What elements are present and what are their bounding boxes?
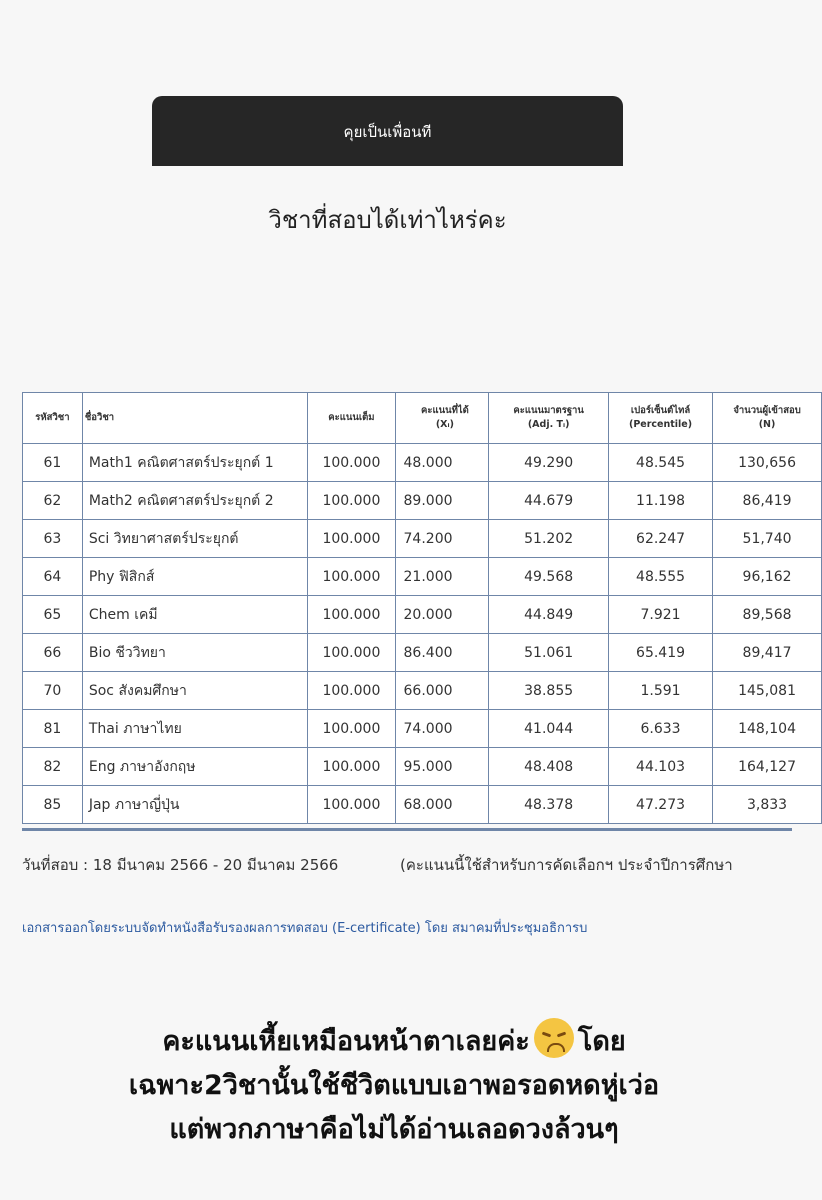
cell-std: 49.290 [489, 444, 609, 482]
table-row [23, 634, 822, 672]
cell-name: Soc สังคมศึกษา [82, 672, 307, 710]
disappointed-face-icon [534, 1018, 574, 1058]
cell-name: Sci วิทยาศาสตร์ประยุกต์ [82, 520, 307, 558]
cell-raw: 48.000 [395, 444, 489, 482]
table-row [23, 558, 822, 596]
cell-full: 100.000 [308, 558, 395, 596]
cell-name: Bio ชีววิทยา [82, 634, 307, 672]
table-row [23, 672, 822, 710]
cell-name: Math1 คณิตศาสตร์ประยุกต์ 1 [82, 444, 307, 482]
cell-n: 96,162 [713, 558, 822, 596]
cell-pct: 7.921 [609, 596, 713, 634]
table-bottom-rule [22, 828, 792, 831]
cell-raw: 74.200 [395, 520, 489, 558]
table-row [23, 520, 822, 558]
cell-full: 100.000 [308, 444, 395, 482]
table-row [23, 596, 822, 634]
cell-std: 44.849 [489, 596, 609, 634]
cell-raw: 21.000 [395, 558, 489, 596]
header-full: คะแนนเต็ม [308, 393, 395, 444]
cell-raw: 66.000 [395, 672, 489, 710]
cell-raw: 95.000 [395, 748, 489, 786]
cell-full: 100.000 [308, 748, 395, 786]
cell-name: Eng ภาษาอังกฤษ [82, 748, 307, 786]
cell-code: 82 [23, 748, 83, 786]
cell-full: 100.000 [308, 596, 395, 634]
header-std: คะแนนมาตรฐาน (Adj. Tᵢ) [489, 393, 609, 444]
cell-code: 66 [23, 634, 83, 672]
header-raw: คะแนนที่ได้ (Xᵢ) [395, 393, 489, 444]
cell-pct: 44.103 [609, 748, 713, 786]
cell-pct: 48.555 [609, 558, 713, 596]
cell-n: 89,568 [713, 596, 822, 634]
caption-line-1: คะแนนเหี้ยเหมือนหน้าตาเลยค่ะ โดย [20, 1018, 768, 1064]
story-question-text: วิชาที่สอบได้เท่าไหร่คะ [268, 206, 507, 234]
table-row [23, 748, 822, 786]
cell-name: Chem เคมี [82, 596, 307, 634]
cell-std: 51.202 [489, 520, 609, 558]
caption-line-3: แต่พวกภาษาคือไม่ได้อ่านเลอดวงล้วนๆ [169, 1114, 619, 1145]
cell-full: 100.000 [308, 710, 395, 748]
cell-raw: 74.000 [395, 710, 489, 748]
cell-raw: 86.400 [395, 634, 489, 672]
cell-std: 49.568 [489, 558, 609, 596]
header-count: จำนวนผู้เข้าสอบ (N) [713, 393, 822, 444]
cell-pct: 47.273 [609, 786, 713, 824]
cell-std: 48.408 [489, 748, 609, 786]
cell-code: 62 [23, 482, 83, 520]
table-row [23, 786, 822, 824]
cell-full: 100.000 [308, 634, 395, 672]
cell-pct: 48.545 [609, 444, 713, 482]
cell-std: 41.044 [489, 710, 609, 748]
exam-date-text: วันที่สอบ : 18 มีนาคม 2566 - 20 มีนาคม 2566 [22, 856, 339, 874]
cell-full: 100.000 [308, 482, 395, 520]
story-question-header [152, 96, 623, 166]
story-header-label: คุยเป็นเพื่อนที [343, 123, 432, 141]
cell-raw: 20.000 [395, 596, 489, 634]
cell-code: 64 [23, 558, 83, 596]
cell-n: 51,740 [713, 520, 822, 558]
cell-raw: 89.000 [395, 482, 489, 520]
cell-n: 130,656 [713, 444, 822, 482]
cell-pct: 11.198 [609, 482, 713, 520]
cell-n: 86,419 [713, 482, 822, 520]
cell-code: 61 [23, 444, 83, 482]
score-table-header-row [23, 393, 822, 444]
header-percentile: เปอร์เซ็นต์ไทล์ (Percentile) [609, 393, 713, 444]
score-table [22, 392, 822, 824]
cell-n: 89,417 [713, 634, 822, 672]
cell-name: Phy ฟิสิกส์ [82, 558, 307, 596]
cell-full: 100.000 [308, 520, 395, 558]
table-row [23, 482, 822, 520]
cell-n: 164,127 [713, 748, 822, 786]
cell-pct: 62.247 [609, 520, 713, 558]
cell-full: 100.000 [308, 786, 395, 824]
cell-pct: 1.591 [609, 672, 713, 710]
cell-std: 48.378 [489, 786, 609, 824]
cell-code: 63 [23, 520, 83, 558]
story-caption [20, 1018, 768, 1152]
cell-code: 70 [23, 672, 83, 710]
cell-std: 44.679 [489, 482, 609, 520]
score-usage-note: (คะแนนนี้ใช้สำหรับการคัดเลือกฯ ประจำปีการศึกษา [400, 856, 733, 874]
table-row [23, 444, 822, 482]
cell-n: 148,104 [713, 710, 822, 748]
cell-std: 51.061 [489, 634, 609, 672]
cell-raw: 68.000 [395, 786, 489, 824]
cell-code: 85 [23, 786, 83, 824]
cell-std: 38.855 [489, 672, 609, 710]
cell-code: 81 [23, 710, 83, 748]
cell-pct: 65.419 [609, 634, 713, 672]
cell-name: Math2 คณิตศาสตร์ประยุกต์ 2 [82, 482, 307, 520]
cell-name: Thai ภาษาไทย [82, 710, 307, 748]
caption-line-2: เฉพาะ2วิชานั้นใช้ชีวิตแบบเอาพอรอดหดหู่เว่อ [128, 1070, 660, 1101]
header-code: รหัสวิชา [23, 393, 83, 444]
cell-name: Jap ภาษาญี่ปุ่น [82, 786, 307, 824]
cell-n: 3,833 [713, 786, 822, 824]
cell-code: 65 [23, 596, 83, 634]
cell-n: 145,081 [713, 672, 822, 710]
certificate-issuer-line: เอกสารออกโดยระบบจัดทำหนังสือรับรองผลการทดสอบ (E-certificate) โดย สมาคมที่ประชุมอธิการบ [22, 921, 588, 936]
cell-pct: 6.633 [609, 710, 713, 748]
header-name: ชื่อวิชา [82, 393, 307, 444]
cell-full: 100.000 [308, 672, 395, 710]
table-row [23, 710, 822, 748]
